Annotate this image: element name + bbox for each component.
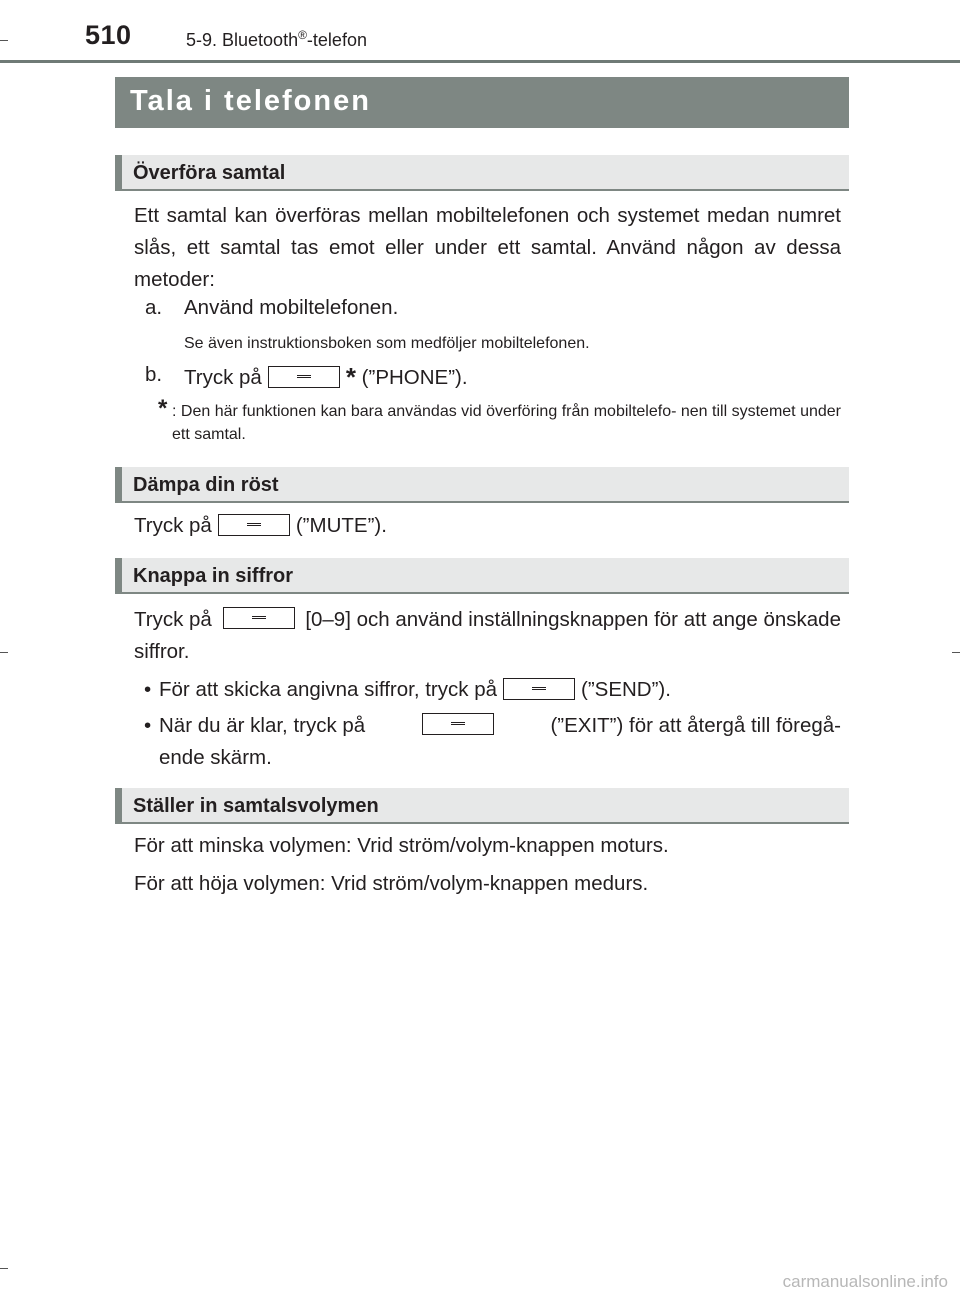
volume-line-1: För att minska volymen: Vrid ström/volym-knappen moturs. [134,834,669,857]
section-heading-label: Överföra samtal [133,162,286,184]
crop-mark [0,40,8,41]
bullet-2-line-1 [159,710,841,742]
bullet-1-prefix: För att skicka angivna siffror, tryck på [159,678,497,701]
bullet-2-prefix: När du är klar, tryck på [159,714,366,737]
section-bar [115,467,122,501]
bullet-2-suffix: (”EXIT”) för att återgå till föregå- [550,714,841,737]
section-bar [115,788,122,822]
item-b-prefix: Tryck på [184,366,262,389]
section-bar [115,155,122,189]
digits-prefix: Tryck på [134,608,212,631]
mute-suffix: (”MUTE”). [295,514,387,537]
digits-paragraph [134,604,841,668]
volume-line-2: För att höja volymen: Vrid ström/volym-knappen medurs. [134,872,649,895]
section-heading-transfer [115,155,849,191]
digits-suffix-line-2: siffror. [134,640,190,663]
crop-mark [0,1268,8,1269]
section-heading-label: Knappa in siffror [133,565,294,587]
section-heading-volume [115,788,849,824]
exit-button-icon [422,713,494,735]
page-title-band [115,77,849,128]
section-heading-label: Dämpa din röst [133,474,279,496]
section-heading-label: Ställer in samtalsvolymen [133,795,379,817]
page-number: 510 [85,20,132,50]
mute-button-icon [218,514,290,536]
section-heading-digits [115,558,849,594]
bullet-2-suffix-line-2: ende skärm. [159,746,272,769]
bullet-symbol: • [144,678,152,701]
item-b-suffix: (”PHONE”). [361,366,468,389]
send-button-icon [503,678,575,700]
item-b-line [184,359,468,394]
section-heading-mute [115,467,849,503]
page-title: Tala i telefonen [130,85,371,117]
crop-mark [952,652,960,653]
asterisk-mark: * [345,362,356,392]
footnote-text: : Den här funktionen kan bara användas vid överföring från mobiltelefo- nen till systemet under ett samtal. [172,403,841,443]
header-rule [0,60,960,63]
keypad-button-icon [223,607,295,629]
bullet-symbol: • [144,714,152,737]
digits-line-1 [134,604,841,636]
bullet-1-suffix: (”SEND”). [581,678,671,701]
chapter-title: 5-9. Bluetooth®-telefon [186,28,367,50]
transfer-intro: Ett samtal kan överföras mellan mobiltelefonen och systemet medan numret slås, ett samtal tas emot eller under ett samtal. Använd någon av dessa metoder: [134,204,841,291]
phone-button-icon [268,366,340,388]
crop-mark [0,652,8,653]
footnote-marker: * [158,395,168,422]
item-a-note: Se även instruktionsboken som medföljer mobiltelefonen. [184,335,590,352]
mute-prefix: Tryck på [134,514,212,537]
item-a-marker: a. [145,296,163,319]
item-a-text: Använd mobiltelefonen. [184,296,399,319]
digits-suffix: [0–9] och använd inställningsknappen för att ange önskade [305,608,841,631]
bullet-1-line [159,674,671,706]
mute-line [134,510,387,542]
watermark: carmanualsonline.info [782,1272,948,1291]
bullet-2-paragraph [159,710,841,774]
section-bar [115,558,122,592]
item-b-marker: b. [145,363,163,386]
